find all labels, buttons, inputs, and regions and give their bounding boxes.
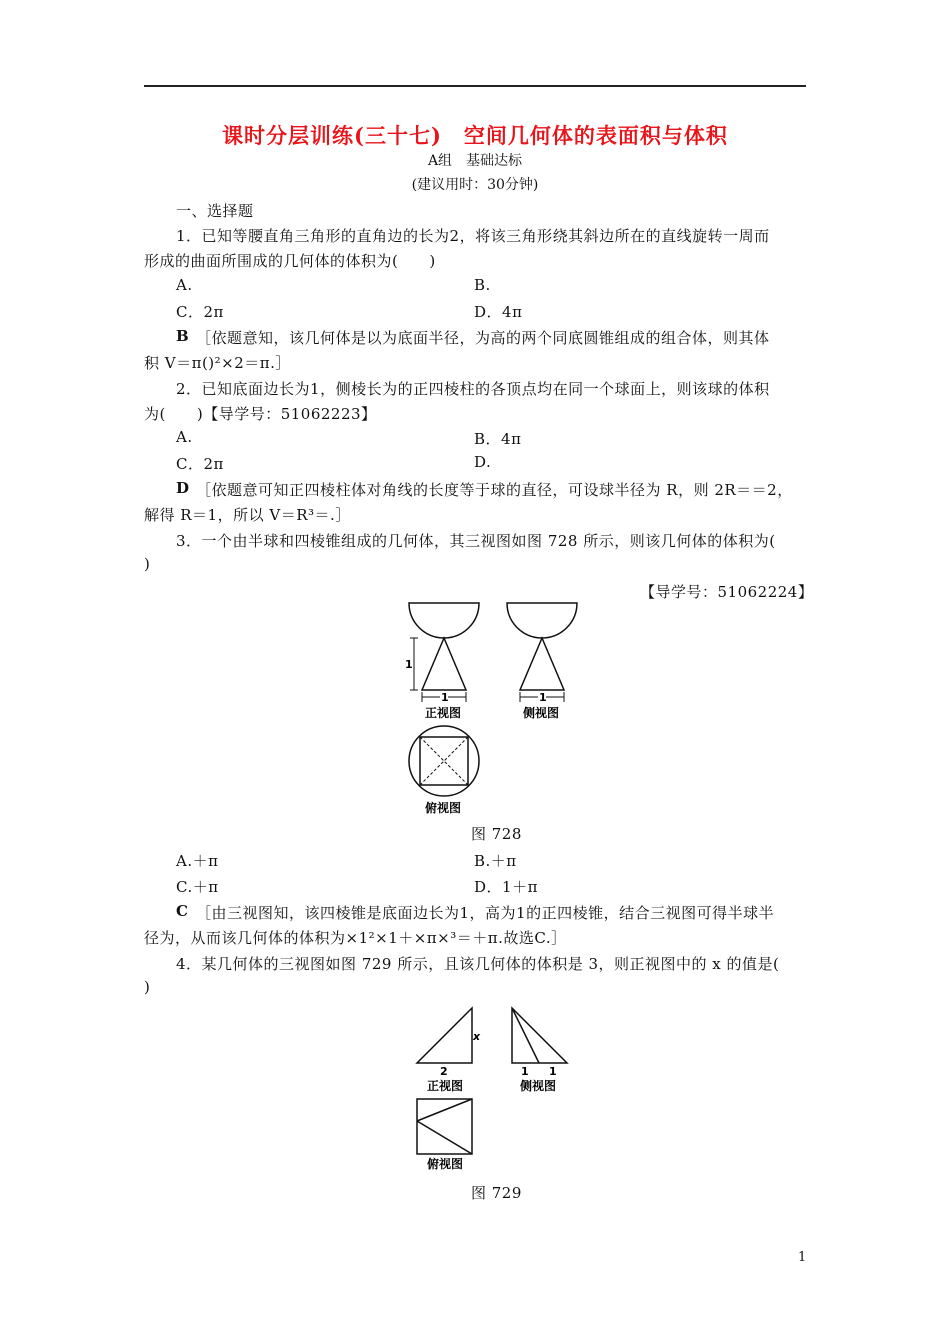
q3-answer-line2: 径为，从而该几何体的体积为×1²×1＋×π×³＝＋π.故选C.］ xyxy=(144,929,567,947)
q1-option-d: D．4π xyxy=(474,303,523,321)
side-hemisphere xyxy=(507,603,577,638)
front-view-label: 正视图 xyxy=(427,1079,464,1093)
q1-option-c: C．2π xyxy=(176,303,224,321)
fig-729-caption: 图 729 xyxy=(471,1184,522,1202)
side-triangle xyxy=(512,1008,567,1063)
q3-answer-line1: ［由三视图知，该四棱锥是底面边长为1，高为1的正四棱锥，结合三视图可得半球半 xyxy=(196,904,775,922)
q3-option-a: A.＋π xyxy=(176,852,219,870)
q1-answer-line1: ［依题意知，该几何体是以为底面半径，为高的两个同底圆锥组成的组合体，则其体 xyxy=(196,329,770,347)
q3-option-c: C.＋π xyxy=(176,878,219,896)
top-diag-1 xyxy=(417,1099,472,1121)
front-pyramid xyxy=(422,638,466,690)
top-diag-2 xyxy=(417,1121,472,1154)
q2-answer-letter: D xyxy=(176,479,190,497)
q4-line2: ) xyxy=(144,978,151,996)
q3-line1: 3．一个由半球和四棱锥组成的几何体，其三视图如图 728 所示，则该几何体的体积为( xyxy=(176,532,776,550)
q1-line2: 形成的曲面所围成的几何体的体积为( ) xyxy=(144,252,436,270)
side-pyramid xyxy=(520,638,564,690)
top-view-label: 俯视图 xyxy=(427,1157,464,1171)
q1-answer-line2: 积 V＝π()²×2＝π.］ xyxy=(144,354,291,372)
side-inner-line xyxy=(512,1008,539,1063)
header-rule xyxy=(144,85,806,87)
figure-729 xyxy=(405,1000,585,1178)
side-width-1a-label: 1 xyxy=(521,1065,529,1078)
q3-line2: ) xyxy=(144,555,151,573)
top-view-label: 俯视图 xyxy=(425,801,462,815)
front-height-label: 1 xyxy=(405,658,413,671)
front-width-label: 1 xyxy=(441,691,449,704)
side-view-label: 侧视图 xyxy=(520,1079,557,1093)
q2-answer-line2: 解得 R＝1，所以 V＝R³＝.］ xyxy=(144,506,351,524)
q1-line1: 1．已知等腰直角三角形的直角边的长为2，将该三角形绕其斜边所在的直线旋转一周而 xyxy=(176,227,770,245)
q3-option-d: D．1＋π xyxy=(474,878,538,896)
q3-guide-number: 【导学号：51062224】 xyxy=(640,583,814,601)
q1-answer-letter: B xyxy=(176,327,190,345)
front-width-2-label: 2 xyxy=(440,1065,448,1078)
side-width-1b-label: 1 xyxy=(549,1065,557,1078)
q3-answer-letter: C xyxy=(176,902,189,920)
page-title: 课时分层训练(三十七) 空间几何体的表面积与体积 xyxy=(222,123,728,148)
section-heading: 一、选择题 xyxy=(176,202,254,220)
fig-728-caption: 图 728 xyxy=(471,825,522,843)
front-view-label: 正视图 xyxy=(425,706,462,720)
q1-option-a: A. xyxy=(176,276,193,294)
page-number: 1 xyxy=(798,1250,807,1265)
front-hemisphere xyxy=(409,603,479,638)
q2-option-d: D. xyxy=(474,453,492,471)
q2-option-c: C．2π xyxy=(176,455,224,473)
side-width-label: 1 xyxy=(539,691,547,704)
q2-option-b: B．4π xyxy=(474,430,522,448)
q2-option-a: A. xyxy=(176,428,193,446)
q3-option-b: B.＋π xyxy=(474,852,517,870)
group-label: A组 基础达标 xyxy=(427,153,523,169)
front-x-label: x xyxy=(473,1030,481,1043)
q2-answer-line1: ［依题意可知正四棱柱体对角线的长度等于球的直径，可设球半径为 R，则 2R＝＝2， xyxy=(196,481,793,499)
figure-728 xyxy=(400,598,590,820)
suggested-time: (建议用时：30分钟) xyxy=(411,177,539,193)
front-triangle xyxy=(417,1008,472,1063)
q4-line1: 4．某几何体的三视图如图 729 所示，且该几何体的体积是 3，则正视图中的 x 的值是( xyxy=(176,955,780,973)
q1-option-b: B. xyxy=(474,276,491,294)
q2-line1: 2．已知底面边长为1，侧棱长为的正四棱柱的各顶点均在同一个球面上，则该球的体积 xyxy=(176,380,770,398)
side-view-label: 侧视图 xyxy=(523,706,560,720)
q2-line2: 为( )【导学号：51062223】 xyxy=(144,405,377,423)
